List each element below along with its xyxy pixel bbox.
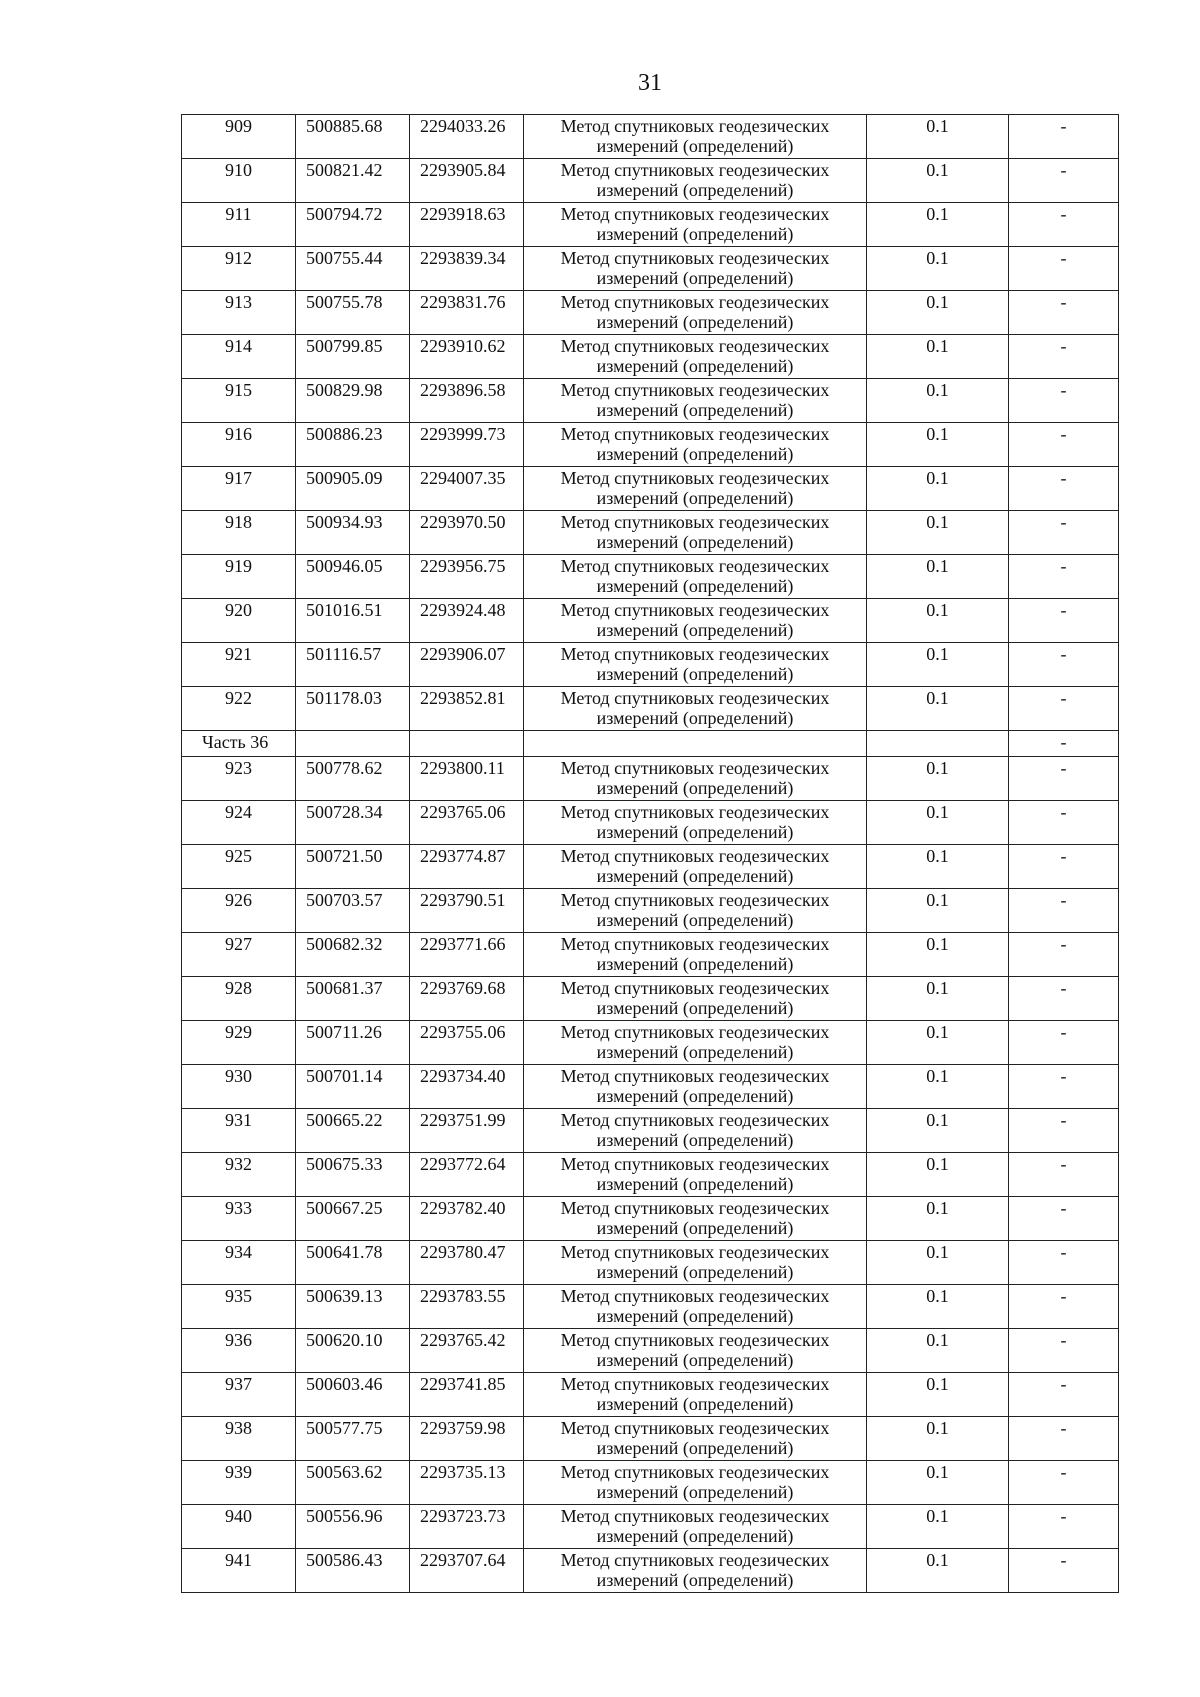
description-cell: - (1009, 1329, 1119, 1373)
point-number-cell: 939 (182, 1461, 296, 1505)
table-row (182, 335, 1119, 379)
x-coordinate-cell: 501178.03 (296, 687, 410, 731)
method-cell: Метод спутниковых геодезических измерений (определений) (524, 687, 867, 731)
description-cell: - (1009, 599, 1119, 643)
y-coordinate-cell: 2293800.11 (410, 757, 524, 801)
description-cell: - (1009, 423, 1119, 467)
method-cell: Метод спутниковых геодезических измерений (определений) (524, 1197, 867, 1241)
accuracy-cell: 0.1 (867, 889, 1009, 933)
method-cell: Метод спутниковых геодезических измерений (определений) (524, 291, 867, 335)
table-row (182, 1241, 1119, 1285)
y-coordinate-cell: 2293852.81 (410, 687, 524, 731)
table-row (182, 1285, 1119, 1329)
y-coordinate-cell: 2293910.62 (410, 335, 524, 379)
method-cell: Метод спутниковых геодезических измерений (определений) (524, 1109, 867, 1153)
table-row (182, 1329, 1119, 1373)
table-row (182, 1549, 1119, 1593)
point-number-cell: 912 (182, 247, 296, 291)
method-cell: Метод спутниковых геодезических измерений (определений) (524, 423, 867, 467)
accuracy-cell: 0.1 (867, 291, 1009, 335)
description-cell: - (1009, 643, 1119, 687)
accuracy-cell: 0.1 (867, 1241, 1009, 1285)
y-coordinate-cell: 2293839.34 (410, 247, 524, 291)
description-cell: - (1009, 757, 1119, 801)
accuracy-cell: 0.1 (867, 159, 1009, 203)
x-coordinate-cell: 501116.57 (296, 643, 410, 687)
x-coordinate-cell: 500794.72 (296, 203, 410, 247)
y-coordinate-cell: 2293751.99 (410, 1109, 524, 1153)
accuracy-cell: 0.1 (867, 1109, 1009, 1153)
accuracy-cell: 0.1 (867, 379, 1009, 423)
point-number-cell: 930 (182, 1065, 296, 1109)
y-coordinate-cell: 2293755.06 (410, 1021, 524, 1065)
point-number-cell: 921 (182, 643, 296, 687)
x-coordinate-cell: 500586.43 (296, 1549, 410, 1593)
point-number-cell: 936 (182, 1329, 296, 1373)
y-coordinate-cell: 2293783.55 (410, 1285, 524, 1329)
table-row (182, 801, 1119, 845)
x-coordinate-cell: 500905.09 (296, 467, 410, 511)
empty-cell (867, 731, 1009, 757)
method-cell: Метод спутниковых геодезических измерений (определений) (524, 757, 867, 801)
description-cell: - (1009, 247, 1119, 291)
x-coordinate-cell: 500675.33 (296, 1153, 410, 1197)
method-cell: Метод спутниковых геодезических измерений (определений) (524, 1153, 867, 1197)
method-cell: Метод спутниковых геодезических измерений (определений) (524, 845, 867, 889)
point-number-cell: 910 (182, 159, 296, 203)
accuracy-cell: 0.1 (867, 1461, 1009, 1505)
empty-cell (524, 731, 867, 757)
description-cell: - (1009, 1197, 1119, 1241)
y-coordinate-cell: 2293723.73 (410, 1505, 524, 1549)
table-section-row (182, 731, 1119, 757)
description-cell: - (1009, 1417, 1119, 1461)
method-cell: Метод спутниковых геодезических измерений (определений) (524, 1505, 867, 1549)
x-coordinate-cell: 500821.42 (296, 159, 410, 203)
method-cell: Метод спутниковых геодезических измерений (определений) (524, 1373, 867, 1417)
table-row (182, 555, 1119, 599)
y-coordinate-cell: 2293741.85 (410, 1373, 524, 1417)
table-row (182, 845, 1119, 889)
description-cell: - (1009, 889, 1119, 933)
y-coordinate-cell: 2293970.50 (410, 511, 524, 555)
y-coordinate-cell: 2294007.35 (410, 467, 524, 511)
table-row (182, 1461, 1119, 1505)
description-cell: - (1009, 467, 1119, 511)
point-number-cell: 934 (182, 1241, 296, 1285)
x-coordinate-cell: 500778.62 (296, 757, 410, 801)
y-coordinate-cell: 2293782.40 (410, 1197, 524, 1241)
accuracy-cell: 0.1 (867, 423, 1009, 467)
point-number-cell: 919 (182, 555, 296, 599)
table-row (182, 203, 1119, 247)
description-cell: - (1009, 291, 1119, 335)
table-row (182, 1021, 1119, 1065)
point-number-cell: 928 (182, 977, 296, 1021)
description-cell: - (1009, 1285, 1119, 1329)
y-coordinate-cell: 2293771.66 (410, 933, 524, 977)
accuracy-cell: 0.1 (867, 115, 1009, 159)
y-coordinate-cell: 2293765.42 (410, 1329, 524, 1373)
method-cell: Метод спутниковых геодезических измерений (определений) (524, 1461, 867, 1505)
table-row (182, 1109, 1119, 1153)
point-number-cell: 935 (182, 1285, 296, 1329)
table-row (182, 599, 1119, 643)
y-coordinate-cell: 2293765.06 (410, 801, 524, 845)
x-coordinate-cell: 500577.75 (296, 1417, 410, 1461)
accuracy-cell: 0.1 (867, 555, 1009, 599)
point-number-cell: 918 (182, 511, 296, 555)
method-cell: Метод спутниковых геодезических измерений (определений) (524, 1065, 867, 1109)
method-cell: Метод спутниковых геодезических измерений (определений) (524, 115, 867, 159)
point-number-cell: 922 (182, 687, 296, 731)
table-body (182, 115, 1119, 1593)
point-number-cell: 937 (182, 1373, 296, 1417)
method-cell: Метод спутниковых геодезических измерений (определений) (524, 159, 867, 203)
table-row (182, 1065, 1119, 1109)
description-cell: - (1009, 335, 1119, 379)
description-cell: - (1009, 1461, 1119, 1505)
x-coordinate-cell: 500665.22 (296, 1109, 410, 1153)
point-number-cell: 929 (182, 1021, 296, 1065)
y-coordinate-cell: 2294033.26 (410, 115, 524, 159)
description-cell: - (1009, 203, 1119, 247)
point-number-cell: 932 (182, 1153, 296, 1197)
point-number-cell: 924 (182, 801, 296, 845)
accuracy-cell: 0.1 (867, 757, 1009, 801)
accuracy-cell: 0.1 (867, 1329, 1009, 1373)
x-coordinate-cell: 500641.78 (296, 1241, 410, 1285)
y-coordinate-cell: 2293896.58 (410, 379, 524, 423)
method-cell: Метод спутниковых геодезических измерений (определений) (524, 467, 867, 511)
table-row (182, 511, 1119, 555)
y-coordinate-cell: 2293769.68 (410, 977, 524, 1021)
accuracy-cell: 0.1 (867, 845, 1009, 889)
y-coordinate-cell: 2293999.73 (410, 423, 524, 467)
y-coordinate-cell: 2293734.40 (410, 1065, 524, 1109)
accuracy-cell: 0.1 (867, 1373, 1009, 1417)
table-row (182, 1417, 1119, 1461)
table-row (182, 757, 1119, 801)
method-cell: Метод спутниковых геодезических измерений (определений) (524, 247, 867, 291)
accuracy-cell: 0.1 (867, 933, 1009, 977)
x-coordinate-cell: 500667.25 (296, 1197, 410, 1241)
table-row (182, 977, 1119, 1021)
accuracy-cell: 0.1 (867, 1417, 1009, 1461)
point-number-cell: 917 (182, 467, 296, 511)
method-cell: Метод спутниковых геодезических измерений (определений) (524, 933, 867, 977)
section-label: Часть 36 (182, 731, 296, 757)
point-number-cell: 920 (182, 599, 296, 643)
method-cell: Метод спутниковых геодезических измерений (определений) (524, 1021, 867, 1065)
table-row (182, 291, 1119, 335)
x-coordinate-cell: 500711.26 (296, 1021, 410, 1065)
point-number-cell: 916 (182, 423, 296, 467)
x-coordinate-cell: 500934.93 (296, 511, 410, 555)
accuracy-cell: 0.1 (867, 511, 1009, 555)
x-coordinate-cell: 500681.37 (296, 977, 410, 1021)
accuracy-cell: 0.1 (867, 1285, 1009, 1329)
description-cell: - (1009, 1153, 1119, 1197)
point-number-cell: 933 (182, 1197, 296, 1241)
accuracy-cell: 0.1 (867, 801, 1009, 845)
accuracy-cell: 0.1 (867, 1021, 1009, 1065)
y-coordinate-cell: 2293772.64 (410, 1153, 524, 1197)
description-cell: - (1009, 115, 1119, 159)
x-coordinate-cell: 500885.68 (296, 115, 410, 159)
x-coordinate-cell: 500682.32 (296, 933, 410, 977)
method-cell: Метод спутниковых геодезических измерений (определений) (524, 1285, 867, 1329)
x-coordinate-cell: 500829.98 (296, 379, 410, 423)
accuracy-cell: 0.1 (867, 203, 1009, 247)
description-cell: - (1009, 1021, 1119, 1065)
description-cell: - (1009, 511, 1119, 555)
accuracy-cell: 0.1 (867, 1065, 1009, 1109)
point-number-cell: 926 (182, 889, 296, 933)
accuracy-cell: 0.1 (867, 1197, 1009, 1241)
point-number-cell: 911 (182, 203, 296, 247)
x-coordinate-cell: 500755.78 (296, 291, 410, 335)
point-number-cell: 923 (182, 757, 296, 801)
point-number-cell: 913 (182, 291, 296, 335)
y-coordinate-cell: 2293924.48 (410, 599, 524, 643)
method-cell: Метод спутниковых геодезических измерений (определений) (524, 335, 867, 379)
coordinates-table (181, 114, 1119, 1593)
method-cell: Метод спутниковых геодезических измерений (определений) (524, 889, 867, 933)
point-number-cell: 909 (182, 115, 296, 159)
table-row (182, 467, 1119, 511)
y-coordinate-cell: 2293780.47 (410, 1241, 524, 1285)
accuracy-cell: 0.1 (867, 599, 1009, 643)
y-coordinate-cell: 2293774.87 (410, 845, 524, 889)
method-cell: Метод спутниковых геодезических измерений (определений) (524, 801, 867, 845)
accuracy-cell: 0.1 (867, 1549, 1009, 1593)
y-coordinate-cell: 2293956.75 (410, 555, 524, 599)
method-cell: Метод спутниковых геодезических измерений (определений) (524, 643, 867, 687)
description-cell: - (1009, 1241, 1119, 1285)
description-cell: - (1009, 159, 1119, 203)
table-row (182, 379, 1119, 423)
y-coordinate-cell: 2293790.51 (410, 889, 524, 933)
x-coordinate-cell: 500721.50 (296, 845, 410, 889)
table-row (182, 933, 1119, 977)
y-coordinate-cell: 2293831.76 (410, 291, 524, 335)
y-coordinate-cell: 2293905.84 (410, 159, 524, 203)
x-coordinate-cell: 500799.85 (296, 335, 410, 379)
description-cell: - (1009, 1373, 1119, 1417)
table-row (182, 247, 1119, 291)
description-cell: - (1009, 1505, 1119, 1549)
description-cell: - (1009, 731, 1119, 757)
description-cell: - (1009, 801, 1119, 845)
table-row (182, 115, 1119, 159)
point-number-cell: 938 (182, 1417, 296, 1461)
page-number: 31 (638, 70, 662, 96)
table-row (182, 423, 1119, 467)
y-coordinate-cell: 2293918.63 (410, 203, 524, 247)
x-coordinate-cell: 500946.05 (296, 555, 410, 599)
accuracy-cell: 0.1 (867, 247, 1009, 291)
accuracy-cell: 0.1 (867, 687, 1009, 731)
x-coordinate-cell: 500886.23 (296, 423, 410, 467)
description-cell: - (1009, 933, 1119, 977)
description-cell: - (1009, 1549, 1119, 1593)
accuracy-cell: 0.1 (867, 643, 1009, 687)
method-cell: Метод спутниковых геодезических измерений (определений) (524, 1329, 867, 1373)
accuracy-cell: 0.1 (867, 1505, 1009, 1549)
y-coordinate-cell: 2293735.13 (410, 1461, 524, 1505)
y-coordinate-cell: 2293707.64 (410, 1549, 524, 1593)
y-coordinate-cell: 2293906.07 (410, 643, 524, 687)
x-coordinate-cell: 500703.57 (296, 889, 410, 933)
description-cell: - (1009, 687, 1119, 731)
point-number-cell: 927 (182, 933, 296, 977)
table-row (182, 1153, 1119, 1197)
x-coordinate-cell: 500728.34 (296, 801, 410, 845)
table-row (182, 1197, 1119, 1241)
point-number-cell: 925 (182, 845, 296, 889)
x-coordinate-cell: 500755.44 (296, 247, 410, 291)
description-cell: - (1009, 379, 1119, 423)
description-cell: - (1009, 555, 1119, 599)
description-cell: - (1009, 977, 1119, 1021)
method-cell: Метод спутниковых геодезических измерений (определений) (524, 1417, 867, 1461)
method-cell: Метод спутниковых геодезических измерений (определений) (524, 977, 867, 1021)
point-number-cell: 941 (182, 1549, 296, 1593)
x-coordinate-cell: 500563.62 (296, 1461, 410, 1505)
accuracy-cell: 0.1 (867, 467, 1009, 511)
table-row (182, 1505, 1119, 1549)
point-number-cell: 931 (182, 1109, 296, 1153)
x-coordinate-cell: 500639.13 (296, 1285, 410, 1329)
method-cell: Метод спутниковых геодезических измерений (определений) (524, 511, 867, 555)
empty-cell (410, 731, 524, 757)
table-row (182, 1373, 1119, 1417)
x-coordinate-cell: 500556.96 (296, 1505, 410, 1549)
description-cell: - (1009, 845, 1119, 889)
method-cell: Метод спутниковых геодезических измерений (определений) (524, 555, 867, 599)
method-cell: Метод спутниковых геодезических измерений (определений) (524, 379, 867, 423)
point-number-cell: 914 (182, 335, 296, 379)
x-coordinate-cell: 500620.10 (296, 1329, 410, 1373)
method-cell: Метод спутниковых геодезических измерений (определений) (524, 599, 867, 643)
point-number-cell: 940 (182, 1505, 296, 1549)
method-cell: Метод спутниковых геодезических измерений (определений) (524, 1241, 867, 1285)
accuracy-cell: 0.1 (867, 335, 1009, 379)
description-cell: - (1009, 1065, 1119, 1109)
x-coordinate-cell: 500701.14 (296, 1065, 410, 1109)
point-number-cell: 915 (182, 379, 296, 423)
accuracy-cell: 0.1 (867, 977, 1009, 1021)
accuracy-cell: 0.1 (867, 1153, 1009, 1197)
empty-cell (296, 731, 410, 757)
method-cell: Метод спутниковых геодезических измерений (определений) (524, 203, 867, 247)
method-cell: Метод спутниковых геодезических измерений (определений) (524, 1549, 867, 1593)
table-row (182, 643, 1119, 687)
x-coordinate-cell: 500603.46 (296, 1373, 410, 1417)
y-coordinate-cell: 2293759.98 (410, 1417, 524, 1461)
table-row (182, 889, 1119, 933)
x-coordinate-cell: 501016.51 (296, 599, 410, 643)
table-row (182, 159, 1119, 203)
description-cell: - (1009, 1109, 1119, 1153)
table-row (182, 687, 1119, 731)
